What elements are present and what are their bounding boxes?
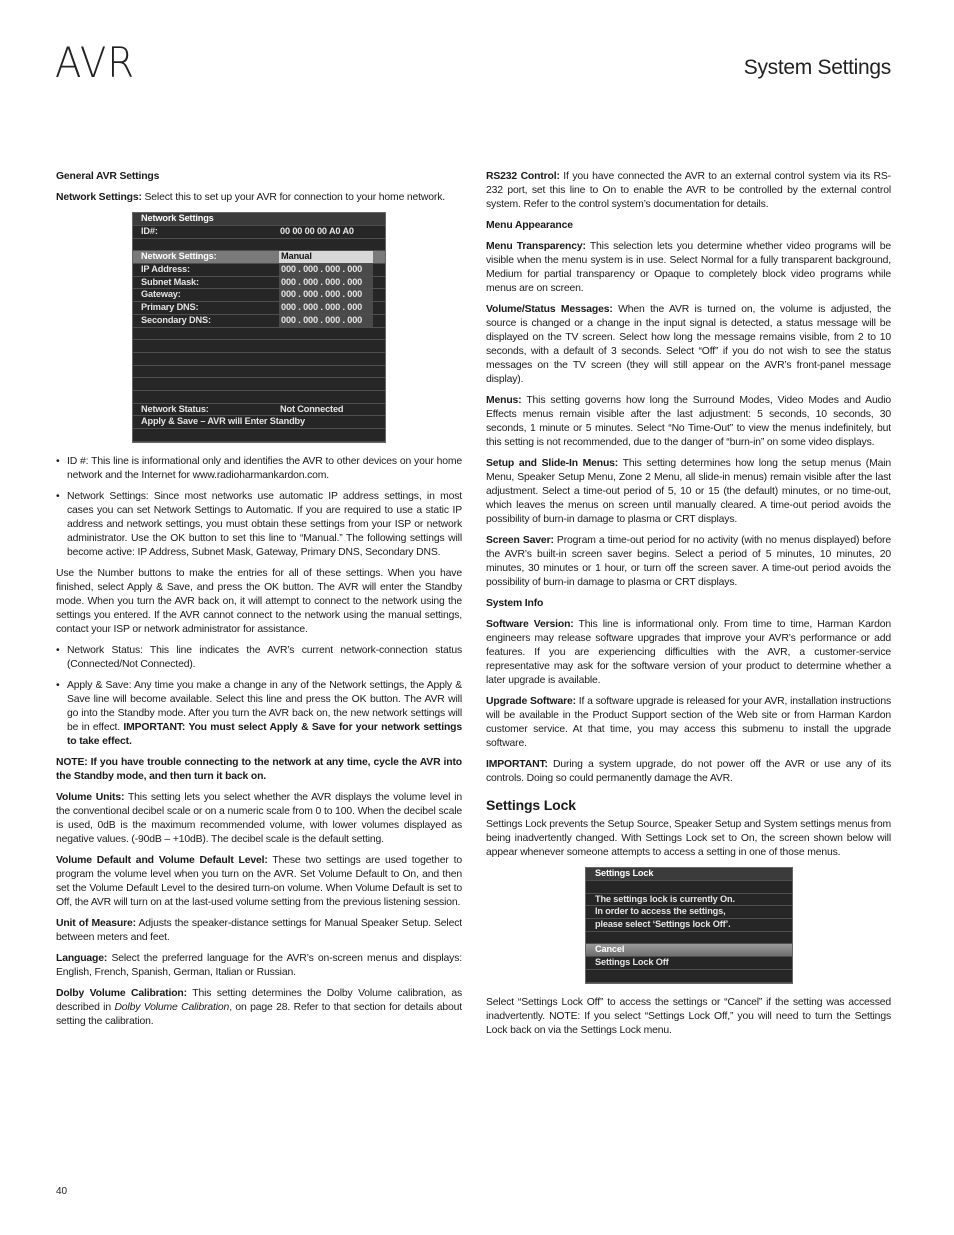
- settings-lock-heading: Settings Lock: [486, 797, 576, 813]
- menu-appearance-heading: Menu Appearance: [486, 220, 573, 231]
- osd-blank-row: [133, 340, 385, 353]
- right-column: [486, 170, 891, 1045]
- osd-blank-row: [133, 328, 385, 341]
- settings-lock-final-para: Select “Settings Lock Off” to access the settings or “Cancel” if the setting was accessed inadvertently. NOTE: If you select “Settings Lock Off,” you will need to turn the Settings Lock back on via the Settings Lock menu.: [486, 996, 891, 1036]
- osd-title: Network Settings: [133, 213, 385, 226]
- osd-ip-row[interactable]: IP Address: 000 . 000 . 000 . 000: [133, 264, 385, 277]
- lock-osd-blank-row: [586, 970, 792, 983]
- important-para: IMPORTANT: During a system upgrade, do not power off the AVR or use any of its controls. Doing so could permanently damage the AVR.: [486, 759, 891, 784]
- lock-osd-blank-row: [586, 881, 792, 894]
- osd-primary-dns-row[interactable]: Primary DNS: 000 . 000 . 000 . 000: [133, 302, 385, 315]
- osd-blank-row: [133, 353, 385, 366]
- number-buttons-para: Use the Number buttons to make the entries for all of these settings. When you have finished, select Apply & Save, and press the OK button. The AVR will enter the Standby mode. When you turn the AVR back on, it will attempt to connect to the network using the settings you entered. If the AVR cannot connect to the network using the manual settings, contact your ISP or network administrator for assistance.: [56, 567, 462, 635]
- settings-lock-para: Settings Lock prevents the Setup Source, Speaker Setup and System settings menus from being inadvertently changed. With Settings Lock set to On, the screen shown below will appear whenever someone attempts to access a setting in one of those menus.: [486, 819, 891, 858]
- upgrade-software-para: Upgrade Software: If a software upgrade is released for your AVR, installation instructions will be available in the Product Support section of the Web site or from Harman Kardon customer service. At that time, you may access this submenu to install the upgrade software.: [486, 696, 891, 749]
- left-column: [56, 170, 462, 1036]
- rs232-para: RS232 Control: If you have connected the AVR to an external control system via its RS-232 port, set this line to On to enable the AVR to be controlled by the external control system. Refer to the control system’s documentation for details.: [486, 171, 891, 210]
- lock-osd-blank-row: [586, 932, 792, 945]
- volume-default-para: Volume Default and Volume Default Level: These two settings are used together to program the volume level when you turn on the AVR. Set Volume Default to On, and then set the Volume Default Level to the desired turn-on volume. When Volume Default is set to Off, the AVR will turn on at the last-used volume setting from the previous listening session.: [56, 854, 462, 908]
- bullet-network-status: • Network Status: This line indicates the AVR’s current network-connection status (Connected/Not Connected).: [56, 644, 462, 672]
- dolby-volume-para: Dolby Volume Calibration: This setting determines the Dolby Volume calibration, as described in Dolby Volume Calibration, on page 28. Refer to that section for details about setting the calibration.: [56, 987, 462, 1027]
- osd-status-row: Network Status: Not Connected: [133, 404, 385, 417]
- section-title: System Settings: [743, 56, 891, 79]
- status-bullets: [56, 644, 462, 749]
- bullet-apply-save: • Apply & Save: Any time you make a change in any of the Network settings, the Apply & Save line will become available. Select this line and press the OK button. The AVR will go into the Standby mode. After you turn the AVR back on, the new network settings will be in effect. IMPORTANT: You must select Apply & Save for your network settings to take effect.: [56, 679, 462, 749]
- brand-logo: AVR: [55, 38, 136, 87]
- settings-lock-screen: [585, 867, 793, 984]
- unit-of-measure-para: Unit of Measure: Adjusts the speaker-distance settings for Manual Speaker Setup. Select between meters and feet.: [56, 917, 462, 943]
- osd-id-row: ID#: 00 00 00 00 A0 A0: [133, 226, 385, 239]
- lock-osd-settings-lock-off[interactable]: Settings Lock Off: [586, 957, 792, 970]
- osd-blank-row: [133, 429, 385, 442]
- osd-blank-row: [133, 391, 385, 404]
- menu-transparency-para: Menu Transparency: This selection lets you determine whether video programs will be visible when the menu system is in use. Select Normal for a fully transparent background, Medium for partial transparency or Opaque to completely block video programs while menus are on screen.: [486, 241, 891, 294]
- network-settings-para: Network Settings: Select this to set up your AVR for connection to your home network.: [56, 192, 445, 203]
- system-info-heading: System Info: [486, 598, 544, 609]
- lock-osd-message: In order to access the settings,: [586, 906, 792, 919]
- osd-secondary-dns-row[interactable]: Secondary DNS: 000 . 000 . 000 . 000: [133, 315, 385, 328]
- volume-units-para: Volume Units: This setting lets you select whether the AVR displays the volume level in the conventional decibel scale or on a numeric scale from 0 to 100. When the decibel scale is used, 0dB is the maximum recommended volume, with lower volumes displayed as negative values. (-90dB – +10dB). The decibel scale is the default setting.: [56, 791, 462, 845]
- osd-apply-save-row[interactable]: Apply & Save – AVR will Enter Standby: [133, 416, 385, 429]
- bullet-id: • ID #: This line is informational only and identifies the AVR to other devices on your home network and the Internet for www.radioharmankardon.com.: [56, 455, 462, 483]
- network-note: NOTE: If you have trouble connecting to the network at any time, cycle the AVR into the Standby mode, and then turn it back on.: [56, 756, 462, 782]
- network-bullets: [56, 455, 462, 560]
- network-settings-screen: [132, 212, 386, 443]
- page-number: 40: [56, 1186, 68, 1197]
- setup-slidein-para: Setup and Slide-In Menus: This setting determines how long the setup menus (Main Menu, Speaker Setup Menu, Zone 2 Menu, all slide-in menus) remain visible after the last adjustment. Select a time-out period of 5, 10 or 15 (the default) minutes, or no time-out, which leaves the menus on screen until manually cleared. A time-out period avoids the possibility of burn-in damage to plasma or CRT displays.: [486, 458, 891, 525]
- language-para: Language: Select the preferred language for the AVR’s on-screen menus and displays: English, French, Spanish, German, Italian or Russian.: [56, 952, 462, 978]
- screen-saver-para: Screen Saver: Program a time-out period for no activity (with no menus displayed) before the AVR’s built-in screen saver begins. Select a period of 5 minutes, 10 minutes, 20 minutes, 30 minutes or 1 hour, or turn off the screen saver. A time-out period avoids the possibility of burn-in damage to plasma or CRT displays.: [486, 535, 891, 588]
- osd-subnet-row[interactable]: Subnet Mask: 000 . 000 . 000 . 000: [133, 277, 385, 290]
- volume-status-para: Volume/Status Messages: When the AVR is turned on, the volume is adjusted, the source is changed or a change in the input signal is detected, a status message will be displayed on the TV screen. Select how long the message remains visible, from 2 to 10 seconds, with a default of 3 seconds. Select “Off” if you do not wish to see the status messages on the TV screen (they will still appear on the AVR’s front-panel message display).: [486, 304, 891, 385]
- osd-blank-row: [133, 239, 385, 252]
- osd-network-settings-row[interactable]: Network Settings: Manual: [133, 251, 385, 264]
- lock-osd-cancel[interactable]: Cancel: [586, 944, 792, 957]
- menus-para: Menus: This setting governs how long the Surround Modes, Video Modes and Audio Effects menus remain visible after the last adjustment: 5 seconds, 10 seconds, 30 seconds, 1 minute or 5 minutes. Select “No Time-Out” to view the menus indefinitely, but this setting is not recommended, due to the danger of “burn-in” on some video displays.: [486, 395, 891, 448]
- osd-blank-row: [133, 366, 385, 379]
- software-version-para: Software Version: This line is informational only. From time to time, Harman Kardon engineers may release software upgrades that improve your AVR’s performance or add features. If you are experiencing difficulties with the AVR, a customer-service representative may ask for the software version of your product to determine whether a later upgrade is available.: [486, 619, 892, 686]
- general-heading: General AVR Settings: [56, 171, 160, 182]
- lock-osd-title: Settings Lock: [586, 868, 792, 881]
- lock-osd-message: please select ‘Settings lock Off’.: [586, 919, 792, 932]
- osd-blank-row: [133, 378, 385, 391]
- bullet-network-settings: • Network Settings: Since most networks use automatic IP address settings, in most cases you can set Network Settings to Automatic. If you are required to use a static IP address and network settings, you must obtain these settings from your ISP or network administrator. Use the OK button to set this line to “Manual.” The following settings will become active: IP Address, Subnet Mask, Gateway, Primary DNS, Secondary DNS.: [56, 490, 462, 560]
- lock-osd-message: The settings lock is currently On.: [586, 894, 792, 907]
- osd-gateway-row[interactable]: Gateway: 000 . 000 . 000 . 000: [133, 289, 385, 302]
